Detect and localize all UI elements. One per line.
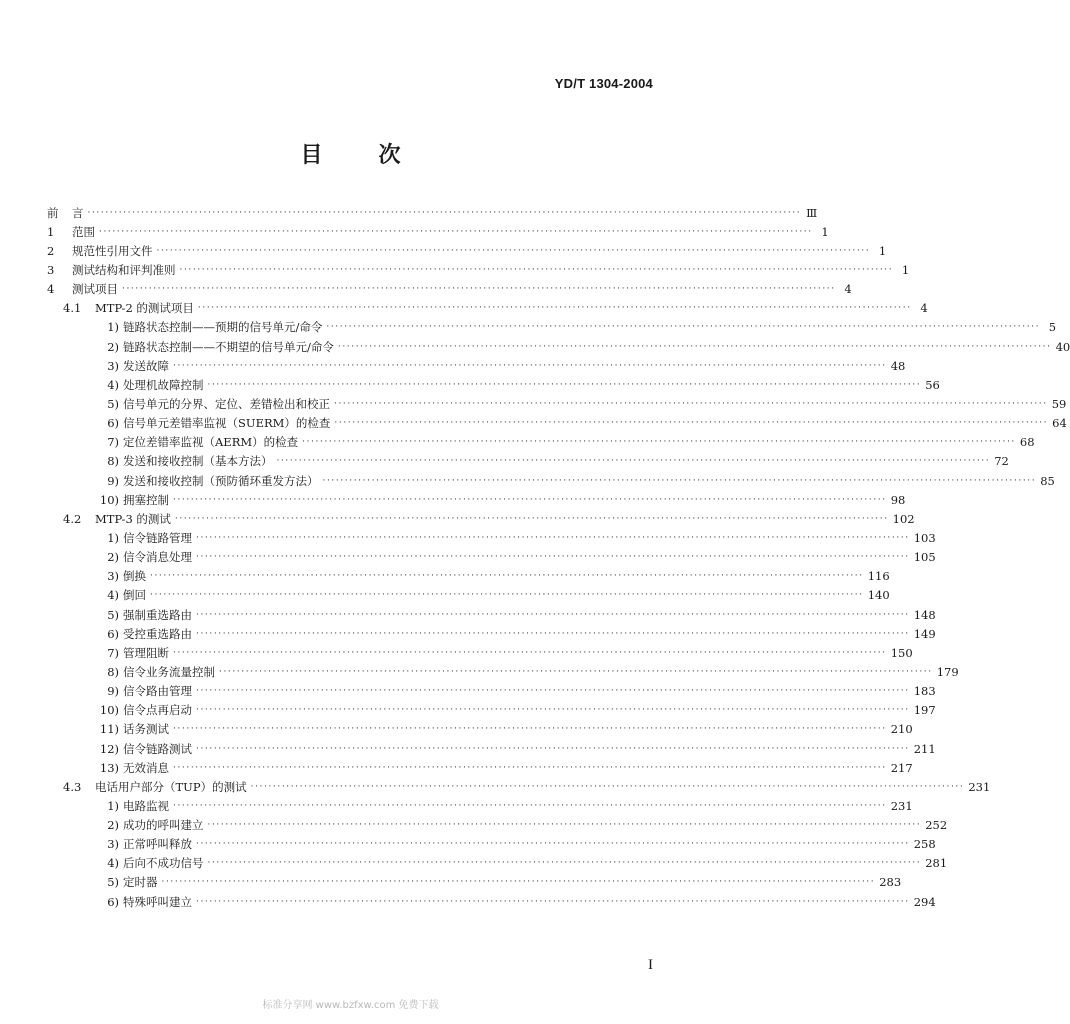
toc-entry-number: 10) [99,492,119,507]
toc-entry-page: 105 [913,550,936,565]
toc-entry-page: 5 [1048,320,1057,335]
toc-entry[interactable] [47,490,906,509]
toc-entry-number: 6) [107,416,119,431]
toc-entry-title: 电话用户部分（TUP）的测试 [95,779,247,794]
watermark: 标准分享网 www.bzfxw.com 免费下载 [262,1000,439,1011]
toc-entry-title: 受控重选路由 [123,626,192,641]
toc-dot-leader: ································································································································································ [174,513,889,524]
toc-entry[interactable] [47,816,948,835]
toc-dot-leader: ································································································································································ [196,609,910,620]
toc-entry[interactable] [47,356,906,375]
toc-entry[interactable] [47,567,890,586]
toc-entry[interactable] [47,414,1067,433]
toc-dot-leader: ································································································································································ [173,724,887,735]
toc-entry-number: 5) [107,607,119,622]
toc-dot-leader: ································································································································································ [196,743,910,754]
toc-entry-number: 10) [99,703,119,718]
toc-entry-title: 信令消息处理 [123,550,192,565]
toc-dot-leader: ································································································································································ [196,628,910,639]
toc-entry-title: 无效消息 [123,760,169,775]
toc-entry-title: 信令链路测试 [123,741,192,756]
toc-entry-page: 68 [1019,435,1035,450]
toc-entry-title: 链路状态控制——不期望的信号单元/命令 [123,339,334,354]
toc-entry-title: 定位差错率监视（AERM）的检查 [123,435,299,450]
toc-dot-leader: ································································································································································ [302,437,1016,448]
toc-entry-page: 140 [867,588,890,603]
toc-entry-title: 信令点再启动 [123,703,192,718]
toc-entry-title: 范围 [72,224,95,239]
toc-entry-number: 4 [47,282,55,297]
toc-entry-number: 13) [99,760,119,775]
table-of-contents [47,203,1070,911]
toc-entry-title: 信令业务流量控制 [123,664,215,679]
toc-entry-number: 8) [107,454,119,469]
toc-entry-page: 4 [920,301,928,316]
toc-dot-leader: ································································································································································ [161,877,876,888]
toc-entry[interactable] [47,337,1070,356]
toc-entry-number: 2 [47,243,55,258]
toc-dot-leader: ································································································································································ [173,360,887,371]
toc-dot-leader: ································································································································································ [207,858,922,869]
toc-entry-page: 64 [1052,416,1067,431]
toc-entry-title: 定时器 [123,875,158,890]
toc-entry-number: 3) [107,569,119,584]
toc-entry-number: 4) [107,377,119,392]
toc-entry-page: 210 [890,722,913,737]
toc-entry[interactable] [47,854,948,873]
toc-dot-leader: ································································································································································ [196,686,910,697]
toc-entry[interactable] [47,605,936,624]
toc-entry-title: MTP-3 的测试 [95,511,171,526]
toc-entry-title: 拥塞控制 [123,492,169,507]
toc-entry-title: 测试结构和评判准则 [72,262,176,277]
toc-dot-leader: ································································································································································ [156,245,871,256]
toc-entry-number: 3) [107,358,119,373]
toc-entry[interactable] [47,643,913,662]
toc-entry-page: 48 [890,358,906,373]
toc-entry[interactable] [47,203,818,222]
toc-entry-page: 1 [878,243,887,258]
page-title [0,138,701,169]
toc-entry-page: 231 [968,779,991,794]
toc-entry[interactable] [47,701,936,720]
toc-entry-number: 5) [107,875,119,890]
toc-entry-number: 2) [107,550,119,565]
toc-entry[interactable] [47,394,1067,413]
toc-entry-page: 283 [879,875,902,890]
toc-entry-page: 281 [925,856,948,871]
toc-dot-leader: ································································································································································ [196,552,910,563]
toc-entry-title: 管理阻断 [123,645,169,660]
page-number: I [648,957,653,973]
toc-dot-leader: ································································································································································ [207,379,922,390]
toc-entry[interactable] [47,758,913,777]
toc-dot-leader: ································································································································································ [179,264,894,275]
toc-entry-title: 话务测试 [123,722,169,737]
toc-dot-leader: ································································································································································ [150,590,864,601]
toc-entry-number: 1 [47,224,55,239]
toc-entry-title: 成功的呼叫建立 [123,818,204,833]
toc-entry[interactable] [47,777,991,796]
toc-entry-number: 6) [107,626,119,641]
toc-entry-number: 9) [107,473,119,488]
toc-dot-leader: ································································································································································ [173,762,887,773]
toc-entry[interactable] [47,873,902,892]
title-char-2: 次 [378,143,401,168]
toc-entry[interactable] [47,682,936,701]
toc-entry-page: 150 [890,645,913,660]
toc-entry-number: 1) [107,530,119,545]
toc-entry[interactable] [47,528,936,547]
toc-dot-leader: ································································································································································ [87,207,802,218]
toc-entry-number: 2) [107,339,119,354]
toc-entry-page: 1 [821,224,829,239]
toc-entry-page: 40 [1055,339,1070,354]
toc-entry-number: 4) [107,588,119,603]
toc-entry[interactable] [47,548,936,567]
toc-entry-number: 4.3 [63,779,82,794]
toc-entry-page: 197 [913,703,936,718]
toc-entry-title: 处理机故障控制 [123,377,204,392]
toc-entry[interactable] [47,892,936,911]
toc-entry[interactable] [47,624,936,643]
toc-dot-leader: ································································································································································ [207,820,922,831]
toc-entry-title: 规范性引用文件 [72,243,153,258]
toc-entry-page: 149 [913,626,936,641]
toc-entry-number: 前 [47,205,59,220]
toc-entry-number: 7) [107,435,119,450]
title-char-1: 目 [300,143,323,168]
toc-dot-leader: ································································································································································ [196,705,910,716]
toc-entry[interactable] [47,299,928,318]
toc-dot-leader: ································································································································································ [122,284,836,295]
toc-entry-page: 258 [913,837,936,852]
toc-entry-title: 信号单元差错率监视（SUERM）的检查 [123,416,331,431]
toc-dot-leader: ································································································································································ [334,398,1048,409]
toc-entry-title: 信令路由管理 [123,684,192,699]
toc-entry[interactable] [47,222,829,241]
toc-entry-number: 4) [107,856,119,871]
toc-entry-number: 1) [107,320,119,335]
standard-code: YD/T 1304-2004 [554,76,653,91]
toc-entry-title: 后向不成功信号 [123,856,204,871]
toc-dot-leader: ································································································································································ [219,666,933,677]
toc-entry-page: 211 [913,741,936,756]
toc-entry[interactable] [47,586,890,605]
toc-entry-page: 56 [925,377,940,392]
toc-entry-page: 103 [913,530,936,545]
toc-entry-title: 发送和接收控制（预防循环重发方法） [123,473,319,488]
toc-entry-number: 12) [99,741,119,756]
toc-entry-number: 8) [107,664,119,679]
toc-entry[interactable] [47,241,887,260]
toc-entry-title: 倒回 [123,588,146,603]
toc-dot-leader: ································································································································································ [173,494,887,505]
toc-dot-leader: ································································································································································ [99,226,813,237]
toc-entry-page: 98 [890,492,906,507]
toc-entry-number: 3 [47,262,55,277]
toc-entry[interactable] [47,720,913,739]
toc-entry[interactable] [47,509,915,528]
toc-entry[interactable] [47,662,959,681]
toc-entry[interactable] [47,471,1055,490]
toc-dot-leader: ································································································································································ [197,303,912,314]
toc-entry-number: 6) [107,894,119,909]
toc-entry-number: 11) [99,722,119,737]
toc-entry-page: 183 [913,684,936,699]
toc-dot-leader: ································································································································································ [173,647,887,658]
toc-entry-page: 85 [1040,473,1055,488]
toc-entry-title: 言 [72,205,84,220]
toc-entry-title: 信令链路管理 [123,530,192,545]
toc-entry-number: 2) [107,818,119,833]
toc-entry[interactable] [47,452,1009,471]
toc-entry-title: 正常呼叫释放 [123,837,192,852]
toc-dot-leader: ································································································································································ [276,456,991,467]
toc-entry-title: 倒换 [123,569,146,584]
toc-entry[interactable] [47,280,852,299]
toc-dot-leader: ································································································································································ [322,475,1037,486]
toc-entry-page: 4 [844,282,852,297]
toc-dot-leader: ································································································································································ [337,341,1052,352]
toc-entry-number: 5) [107,396,119,411]
toc-dot-leader: ································································································································································ [196,896,910,907]
toc-entry-title: 测试项目 [72,282,118,297]
toc-entry-title: 链路状态控制——预期的信号单元/命令 [123,320,323,335]
toc-entry-number: 4.2 [63,511,82,526]
toc-entry-number: 1) [107,798,119,813]
toc-entry-number: 9) [107,684,119,699]
toc-dot-leader: ································································································································································ [196,532,910,543]
toc-entry-page: 294 [913,894,936,909]
toc-dot-leader: ································································································································································ [326,322,1041,333]
toc-entry-page: 1 [901,262,910,277]
toc-dot-leader: ································································································································································ [173,800,887,811]
toc-entry-page: 59 [1051,396,1067,411]
toc-entry[interactable] [47,375,940,394]
toc-entry-title: 信号单元的分界、定位、差错检出和校正 [123,396,330,411]
toc-entry-page: 252 [925,818,948,833]
toc-entry-number: 4.1 [63,301,82,316]
toc-entry-page: 179 [936,664,959,679]
toc-entry-page: 231 [890,798,913,813]
toc-entry-title: 发送故障 [123,358,169,373]
toc-entry-page: Ⅲ [806,205,818,220]
toc-dot-leader: ································································································································································ [334,418,1049,429]
toc-entry-title: MTP-2 的测试项目 [95,301,194,316]
toc-entry[interactable] [47,796,913,815]
toc-entry[interactable] [47,835,936,854]
toc-entry-title: 电路监视 [123,798,169,813]
toc-entry[interactable] [47,318,1057,337]
toc-entry-page: 72 [994,454,1009,469]
toc-entry-title: 特殊呼叫建立 [123,894,192,909]
toc-entry-page: 116 [867,569,890,584]
toc-entry[interactable] [47,739,936,758]
toc-entry-title: 发送和接收控制（基本方法） [123,454,273,469]
toc-entry-number: 3) [107,837,119,852]
toc-entry-number: 7) [107,645,119,660]
toc-entry-page: 102 [892,511,915,526]
toc-dot-leader: ································································································································································ [150,571,864,582]
toc-entry[interactable] [47,433,1035,452]
toc-entry-title: 强制重选路由 [123,607,192,622]
toc-entry-page: 217 [890,760,913,775]
toc-entry-page: 148 [913,607,936,622]
toc-entry[interactable] [47,260,910,279]
toc-dot-leader: ································································································································································ [196,839,910,850]
toc-dot-leader: ································································································································································ [250,781,965,792]
